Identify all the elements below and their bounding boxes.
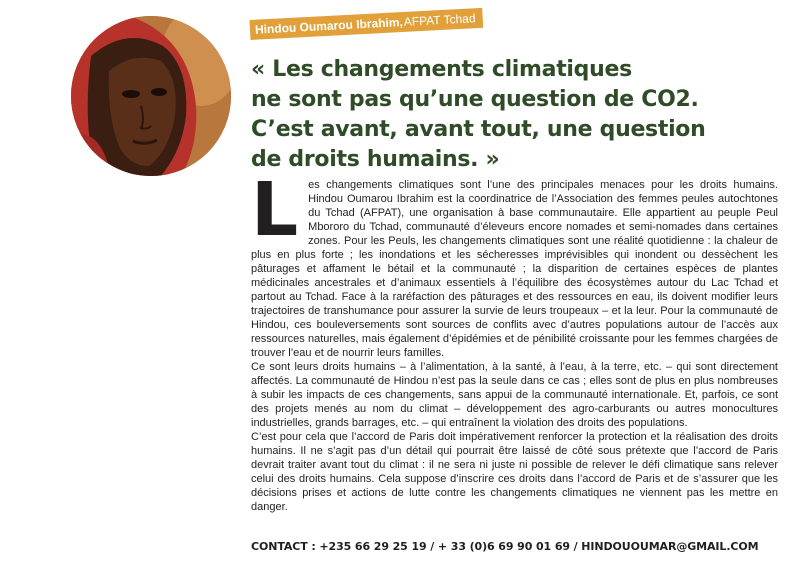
- byline-tag: [249, 8, 483, 40]
- headline-line: ne sont pas qu’une question de CO2.: [251, 87, 699, 112]
- paragraph-1-text: es changements climatiques sont l’une des principales menaces pour les droits humains. Hindou Oumarou Ibrahim est la coordinatrice de l’Association des femmes peules autochtones du Tchad (AFPAT), une organisation à base communautaire. Elle appartient au peuple Peul Mbororo du Tchad, communauté d’éleveurs encore nomades et semi-nomades dans certaines zones. Pour les Peuls, les changements climatiques sont une réalité quotidienne : la chaleur de plus en plus forte ; les inondations et les sécheresses imprévisibles qui inondent ou dessèchent les pâturages et affament le bétail et la communauté ; la disparition de certaines espèces de plantes médicinales ancestrales et d’animaux essentiels à l’équilibre des écosystèmes autour du Lac Tchad et partout au Tchad. Face à la raréfaction des pâturages et des ressources en eau, ils doivent modifier leurs trajectoires de transhumance pour assurer la survie de leurs troupeaux – et la leur. Pour la communauté de Hindou, ces bouleversements sont sources de conflits avec d’autres populations autour de l’accès aux ressources naturelles, mais également d’épidémies et de pénibilité croissante pour les femmes chargées de trouver l’eau et de nourrir leurs familles.: [251, 179, 778, 359]
- paragraph-3: C’est pour cela que l’accord de Paris doit impérativement renforcer la protection et la réalisation des droits humains. Il ne s’agit pas d’un détail qui pourrait être laissé de côté sous prétexte que l’accord de Paris devrait traiter avant tout du climat : il ne sera ni juste ni possible de relever le défi climatique sans relever celui des droits humains. Cela suppose d’inscrire ces droits dans l’accord de Paris et de s’assurer que les décisions prises et actions de lutte contre les changements climatiques ne viennent pas les mettre en danger.: [251, 431, 778, 513]
- paragraph-1: [251, 167, 778, 360]
- contact-line: CONTACT : +235 66 29 25 19 / + 33 (0)6 69 90 01 69 / HINDOUOUMAR@GMAIL.COM: [251, 540, 759, 553]
- drop-cap: L: [251, 167, 299, 253]
- portrait-illustration: [71, 16, 231, 176]
- headline-line: de droits humains. »: [251, 147, 500, 172]
- byline-name: Hindou Oumarou Ibrahim,: [254, 15, 404, 37]
- portrait-photo: [71, 16, 231, 176]
- headline-quote: [251, 55, 781, 175]
- paragraph-2: Ce sont leurs droits humains – à l’alimentation, à la santé, à l’eau, à la terre, etc. – qui sont directement affectés. La communauté de Hindou n’est pas la seule dans ce cas ; elles sont de plus en plus nombreuses à subir les impacts de ces changements, sans appui de la communauté internationale. Et, parfois, ce sont des projets menés au nom du climat – développement des agro-carburants ou autres monocultures industrielles, grands barrages, etc. – qui entraînent la violation des droits des populations.: [251, 361, 778, 429]
- headline-line: C’est avant, avant tout, une question: [251, 117, 706, 142]
- byline-org: AFPAT Tchad: [403, 11, 476, 29]
- article-body: [251, 167, 778, 514]
- headline-line: « Les changements climatiques: [251, 57, 632, 82]
